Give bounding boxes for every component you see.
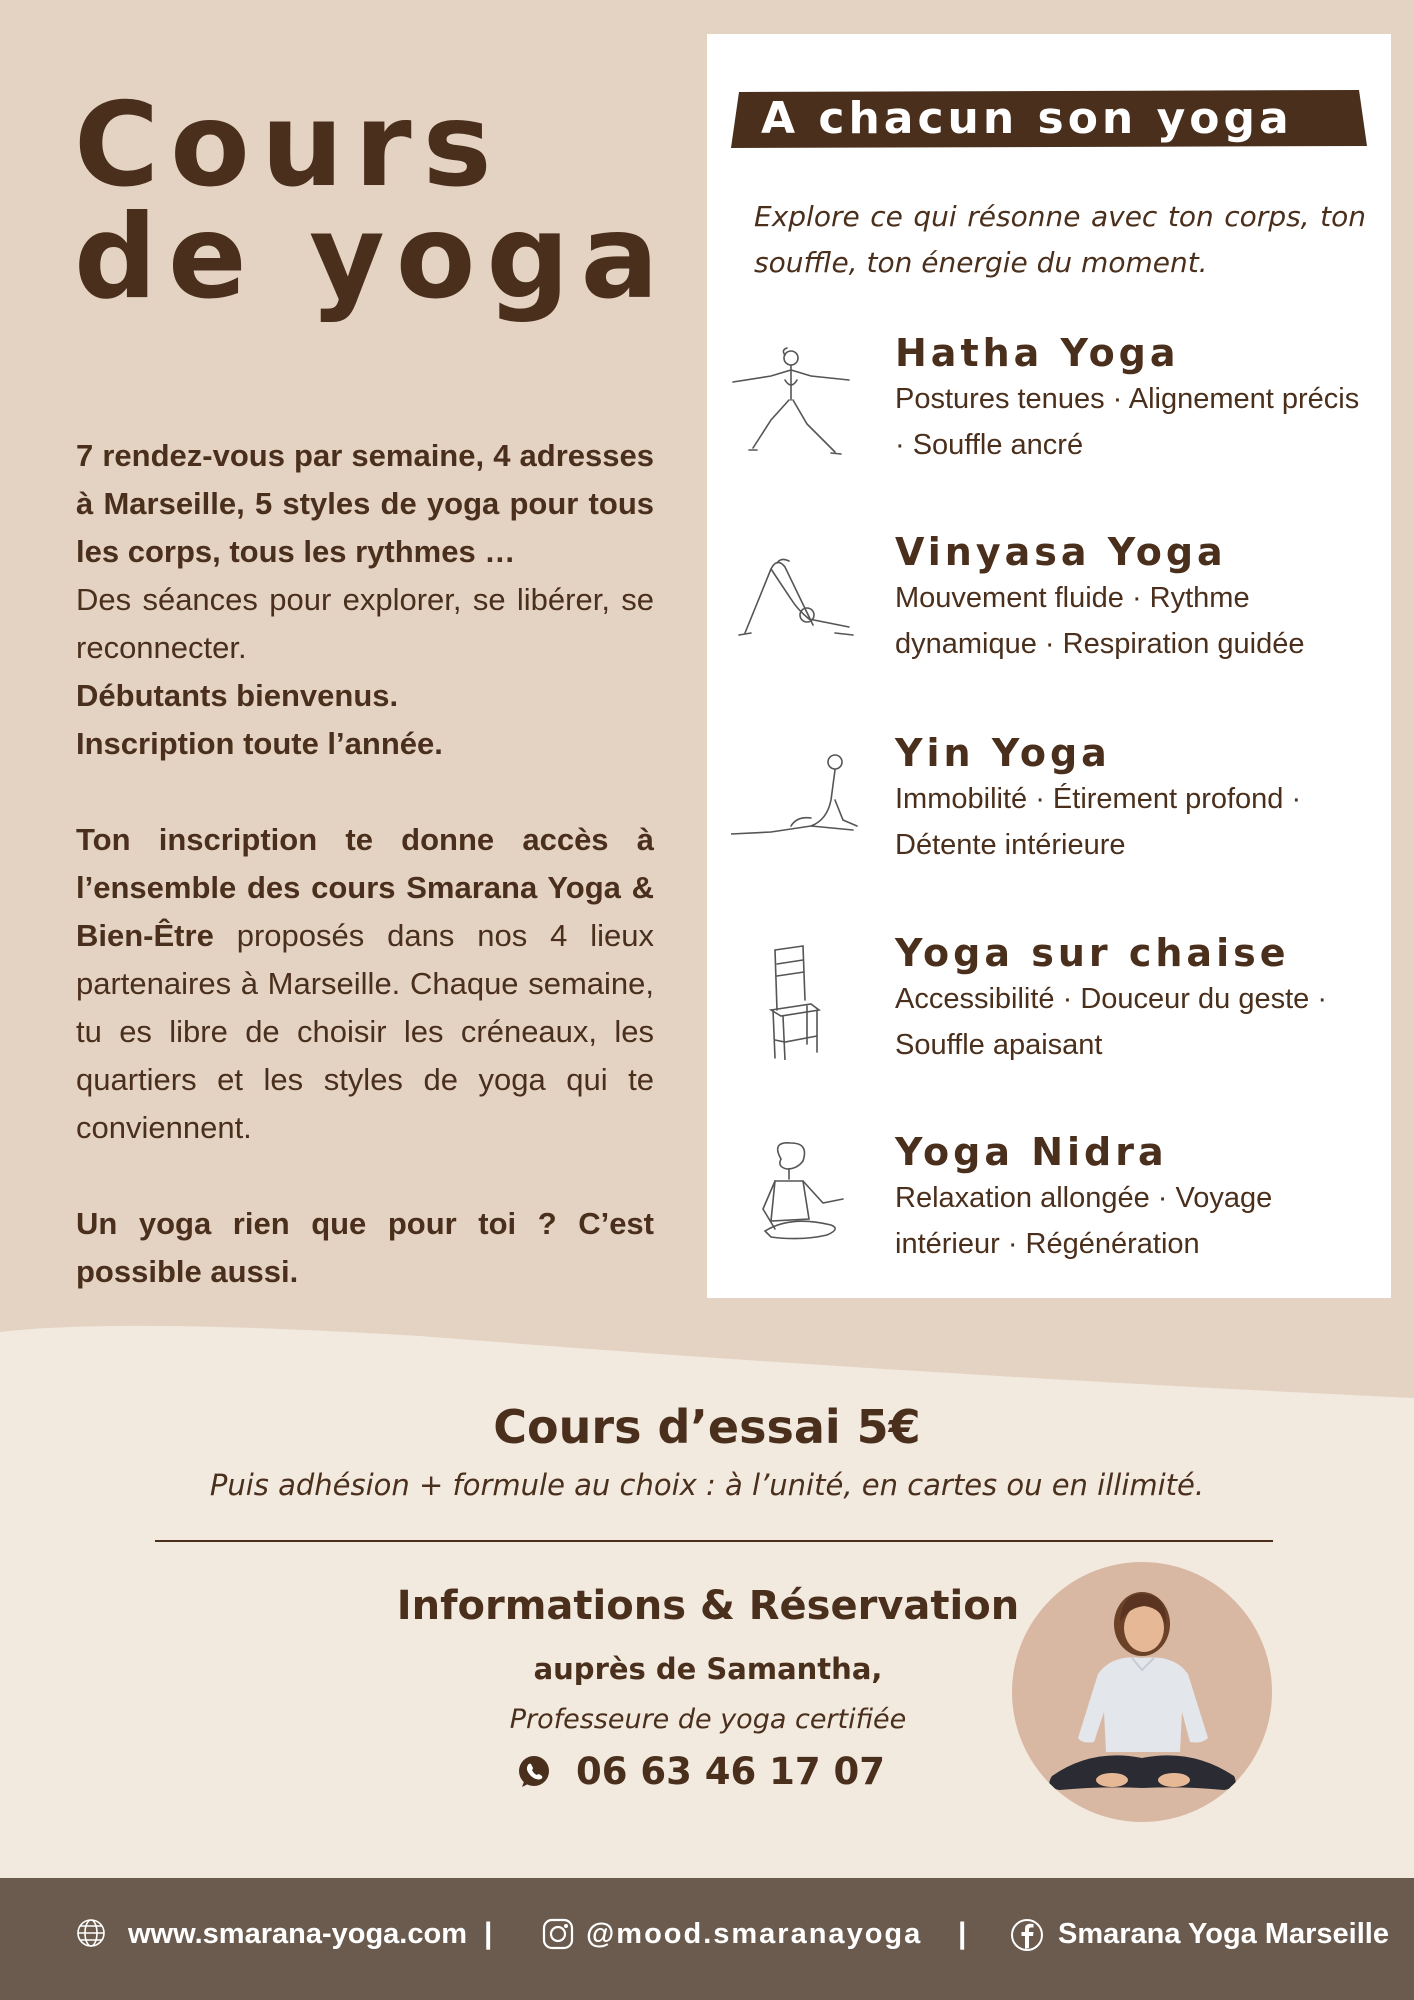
style-description: Mouvement fluide · Rythme dynamique · Respiration guidée <box>895 582 1305 660</box>
phone-number[interactable]: 06 63 46 17 07 <box>576 1750 885 1793</box>
yoga-styles-card <box>707 34 1391 1298</box>
website-link[interactable] <box>76 1912 467 1956</box>
whatsapp-icon <box>516 1754 552 1790</box>
contact-role: Professeure de yoga certifiée <box>509 1704 907 1735</box>
footer <box>0 1878 1414 2000</box>
private-lesson-note: Un yoga rien que pour toi ? C’est possible aussi. <box>76 1206 654 1289</box>
footer-separator: | <box>484 1917 493 1950</box>
intro-paragraph-2 <box>76 816 654 1152</box>
trial-offer-subtitle: Puis adhésion + formule au choix : à l’unité, en cartes ou en illimité. <box>209 1468 1205 1502</box>
instagram-handle[interactable]: @mood.smaranayoga <box>586 1918 923 1950</box>
style-vinyasa <box>707 529 1391 689</box>
style-description: Immobilité · Étirement profond · Détente intérieure <box>895 783 1302 861</box>
footer-separator: | <box>958 1917 967 1950</box>
style-description: Postures tenues · Alignement précis · Souffle ancré <box>895 383 1360 461</box>
seated-meditation-icon <box>731 1139 861 1259</box>
instagram-link[interactable] <box>542 1912 922 1956</box>
style-hatha <box>707 330 1391 490</box>
card-banner <box>731 90 1367 148</box>
style-description: Accessibilité · Douceur du geste · Souffle apaisant <box>895 983 1327 1061</box>
chair-icon <box>731 940 861 1060</box>
style-name: Hatha Yoga <box>895 331 1180 375</box>
title-line-2: de yoga <box>74 190 670 325</box>
style-nidra <box>707 1129 1391 1289</box>
intro-paragraph-3 <box>76 1200 654 1296</box>
title-line-1: Cours <box>74 78 503 213</box>
style-yin <box>707 730 1391 890</box>
card-banner-text: A chacun son yoga <box>761 93 1293 144</box>
style-name: Yin Yoga <box>895 731 1111 775</box>
contact-person: auprès de Samantha, <box>533 1652 883 1686</box>
instagram-icon <box>542 1918 574 1950</box>
website-url[interactable]: www.smarana-yoga.com <box>128 1918 467 1950</box>
intro-text <box>76 432 654 1296</box>
style-chair <box>707 930 1391 1090</box>
teacher-portrait <box>1012 1562 1272 1822</box>
facebook-page[interactable]: Smarana Yoga Marseille <box>1058 1918 1389 1950</box>
sphinx-pose-icon <box>731 740 861 860</box>
page-title <box>74 78 670 325</box>
trial-offer-title: Cours d’essai 5€ <box>493 1400 921 1454</box>
style-name: Yoga sur chaise <box>895 931 1290 975</box>
registration-note: Inscription toute l’année. <box>76 726 443 761</box>
contact-title: Informations & Réservation <box>396 1583 1020 1629</box>
style-description: Relaxation allongée · Voyage intérieur · Régénération <box>895 1182 1273 1260</box>
card-intro: Explore ce qui résonne avec ton corps, ton souffle, ton énergie du moment. <box>754 200 1366 279</box>
facebook-icon <box>1010 1918 1044 1952</box>
downward-dog-icon <box>731 539 861 659</box>
globe-icon <box>76 1918 106 1948</box>
warrior-pose-icon <box>731 340 861 460</box>
intro-highlight: 7 rendez-vous par semaine, 4 adresses à Marseille, 5 styles de yoga pour tous les corps, tous les rythmes … <box>76 438 654 569</box>
intro-description: Des séances pour explorer, se libérer, se reconnecter. <box>76 582 654 665</box>
access-highlight: Ton inscription te donne accès à l’ensemble des cours Smarana Yoga & Bien-Être <box>76 822 654 953</box>
style-name: Yoga Nidra <box>895 1130 1168 1174</box>
intro-paragraph-1 <box>76 432 654 768</box>
beginners-note: Débutants bienvenus. <box>76 678 399 713</box>
divider <box>155 1540 1273 1542</box>
facebook-link[interactable] <box>1010 1912 1400 1956</box>
access-description: proposés dans nos 4 lieux partenaires à Marseille. Chaque semaine, tu es libre de choisir les créneaux, les quartiers et les styles de yoga qui te conviennent. <box>76 918 654 1145</box>
style-name: Vinyasa Yoga <box>895 530 1227 574</box>
